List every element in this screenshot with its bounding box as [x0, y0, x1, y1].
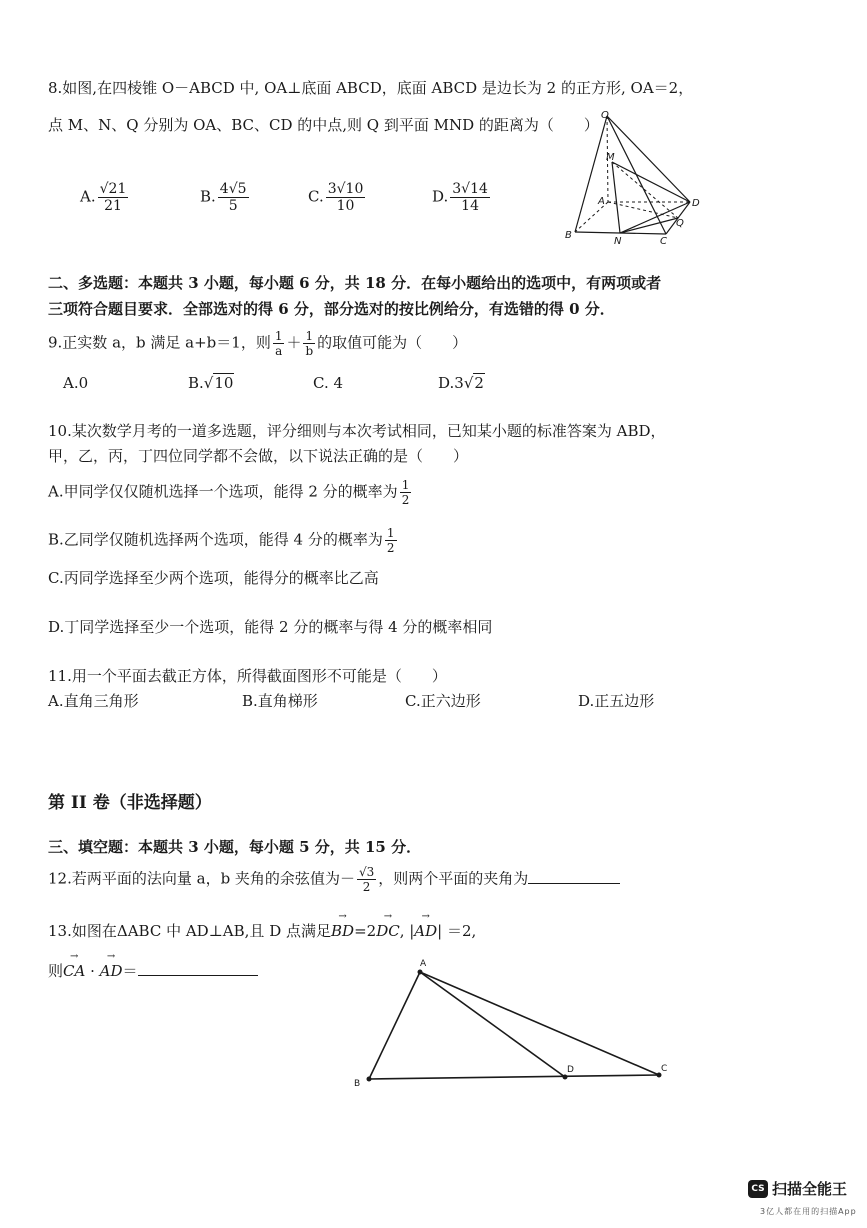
label-q: Q	[676, 218, 684, 229]
part2-title: 第 II 卷（非选择题）	[48, 793, 212, 813]
scanner-logo-icon: CS	[748, 1180, 768, 1198]
label-c: C	[660, 236, 667, 246]
label-a: A	[598, 196, 605, 207]
scanner-logo-tagline: 3亿人都在用的扫描App	[760, 1207, 857, 1216]
q9-option-a: A.0	[63, 374, 89, 392]
section2-line2: 三项符合题目要求．全部选对的得 6 分，部分选对的按比例给分，有选错的得 0 分．	[48, 300, 615, 318]
q8-option-b: B. $\frac{4√5}{5}$	[200, 181, 247, 214]
q9-option-d: D.3√2	[438, 374, 484, 392]
q10-option-c: C.丙同学选择至少两个选项，能得分的概率比乙高	[48, 569, 379, 587]
label-d: D	[692, 198, 700, 209]
scanner-logo-name: 扫描全能王	[772, 1180, 848, 1198]
q11-option-b: B.直角梯形	[242, 692, 318, 710]
q10-option-d: D.丁同学选择至少一个选项，能得 2 分的概率与得 4 分的概率相同	[48, 618, 493, 636]
q11-option-c: C.正六边形	[405, 692, 481, 710]
pyramid-figure	[560, 106, 710, 246]
q9-option-b: B.√10	[188, 374, 234, 392]
q10-line1: 10.某次数学月考的一道多选题，评分细则与本次考试相同，已知某小题的标准答案为 ABD，	[48, 422, 666, 440]
q8-line1: 8.如图,在四棱锥 O－ABCD 中, OA⊥底面 ABCD，底面 ABCD 是边长为 2 的正方形, OA＝2，	[48, 79, 694, 97]
q11-option-d: D.正五边形	[578, 692, 655, 710]
tri-label-a: A	[420, 959, 427, 969]
q10-option-a: A.甲同学仅仅随机选择一个选项，能得 2 分的概率为 $\frac{1}{2}$	[48, 478, 410, 507]
q8-option-d: D. $\frac{3√14}{14}$	[432, 181, 488, 214]
label-n: N	[614, 236, 622, 246]
section3-header: 三、填空题：本题共 3 小题，每小题 5 分，共 15 分．	[48, 838, 422, 856]
triangle-figure	[345, 952, 685, 1092]
q8-line2: 点 M、N、Q 分别为 OA、BC、CD 的中点,则 Q 到平面 MND 的距离为（ ）	[48, 116, 599, 134]
q10-option-b: B.乙同学仅随机选择两个选项，能得 4 分的概率为 $\frac{1}{2}$	[48, 526, 395, 555]
q8-option-a: A. $\frac{√21}{21}$	[80, 181, 127, 214]
q12-stem: 12.若两平面的法向量 a，b 夹角的余弦值为－ $\frac{√3}{2}$ ，则两个平面的夹角为	[48, 866, 620, 893]
q12-answer-blank[interactable]	[528, 883, 620, 884]
q8-option-c: C. $\frac{3√10}{10}$	[308, 181, 364, 214]
q9-stem: 9.正实数 a，b 满足 a+b＝1，则 $\frac{1}{a}$ ＋ $\frac{1}{b}$ 的取值可能为（ ）	[48, 329, 468, 358]
q9-option-c: C. 4	[313, 374, 344, 392]
label-b: B	[565, 230, 572, 241]
q13-answer-blank[interactable]	[138, 975, 258, 976]
tri-label-c: C	[661, 1064, 668, 1074]
label-o: O	[601, 110, 609, 121]
q13-line1: 13.如图在ΔABC 中 AD⊥AB,且 D 点满足→ BD=2→ DC, |→ AD| ＝2,	[48, 920, 476, 941]
tri-label-b: B	[354, 1079, 361, 1089]
q10-line2: 甲，乙，丙，丁四位同学都不会做，以下说法正确的是（ ）	[48, 447, 469, 465]
q11-stem: 11.用一个平面去截正方体，所得截面图形不可能是（ ）	[48, 667, 447, 685]
tri-label-d: D	[567, 1065, 574, 1075]
q11-option-a: A.直角三角形	[48, 692, 139, 710]
label-m: M	[606, 152, 615, 163]
q13-line2: 则→ CA · → AD＝	[48, 960, 258, 981]
section2-line1: 二、多选题：本题共 3 小题，每小题 6 分，共 18 分．在每小题给出的选项中，有两项或者	[48, 274, 662, 292]
